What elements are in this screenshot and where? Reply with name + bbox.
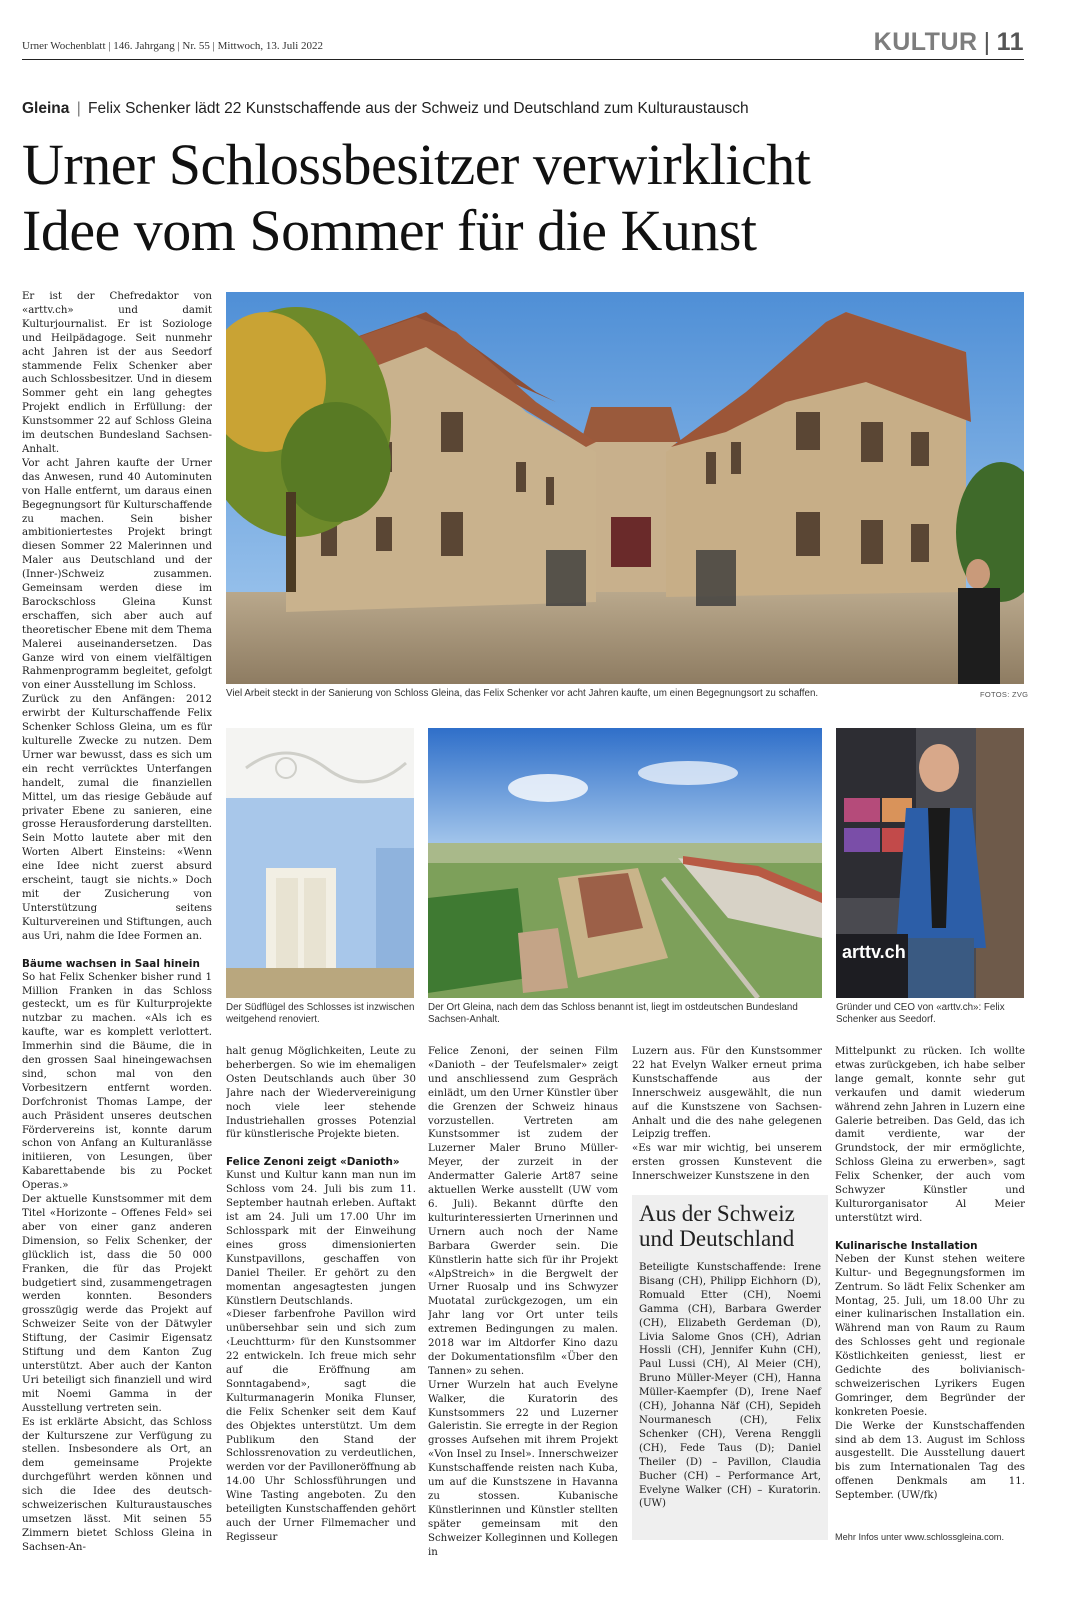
kicker-separator: | [72,100,86,117]
issue-meta: Urner Wochenblatt | 146. Jahrgang | Nr. 55 | Mittwoch, 13. Juli 2022 [22,40,324,52]
aerial-photo-caption: Der Ort Gleina, nach dem das Schloss benannt ist, liegt im ostdeutschen Bundesland Sachsen-Anhalt. [428,1002,798,1025]
castle-courtyard-photo [226,292,1024,684]
headline-line-1: Urner Schlossbesitzer verwirklicht [22,132,811,197]
more-info-link[interactable]: Mehr Infos unter www.schlossgleina.com. [835,1532,1005,1542]
aerial-view-photo [428,728,822,998]
portrait-photo [836,728,1024,998]
main-photo-caption: Viel Arbeit steckt in der Sanierung von Schloss Gleina, das Felix Schenker vor acht Jahren kaufte, um einen Begegnungsort zu schaffen. [226,688,819,699]
paragraph: Der aktuelle Kunstsommer mit dem Titel «Horizonte – Offenes Feld» sei aber von einer ganz anderen Dimension, so Felix Schenker, der glücklich ist, dass die 50 000 Franken, die für das Projekt budgetiert sind, zusammengetragen werden konnten. Besonders grosszügig werde das Projekt auf Schweizer Seite von der Dätwyler Stiftung, der Casimir Eigensatz Stiftung und dem Kanton Zug unterstützt. Aber auch der Kanton Uri beteiligt sich finanziell und wird mit Noemi Gamma in der Ausstellung vertreten sein. [22,1194,212,1414]
paragraph: Kunst und Kultur kann man nun im Schloss vom 24. Juli bis zum 11. September hautnah erleben. Auftakt ist am 24. Juli um 17.00 Uhr im Schlosspark mit der Einweihung eines gross dimensionierten Kunstpavillons, geschaffen von Daniel Theiler. Er gehört zu den momentan angesagtesten jungen Künstlern Deutschlands. [226,1170,416,1307]
photo-credit: FOTOS: ZVG [980,690,1029,699]
paragraph: Urner Wurzeln hat auch Evelyne Walker, die Kuratorin des Kunstsommers 22 und Luzerner Galeristin. Sie erregte in der Region grosses Aufsehen mit ihrem Projekt «Von Insel zu Insel». Innerschweizer Kunstschaffende reisten nach Kuba, um auf die Kunstszene in Havanna zu stossen. Kubanische Künstlerinnen und Künstler stellten später gemeinsam mit den Schweizer Kolleginnen und Kollegen in [428,1379,618,1558]
arttv-logo: arttv.ch [842,942,906,962]
masthead [22,28,1024,60]
paragraph: Luzern aus. Für den Kunstsommer 22 hat Evelyn Walker erneut prima Kunstschaffende aus der Innerschweiz ausgewählt, die nun auf die Kunstszene von Sachsen-Anhalt und die des nahe gelegenen Leipzig treffen. [632,1046,822,1141]
headline-line-2: Idee vom Sommer für die Kunst [22,198,757,263]
paragraph: «Es war mir wichtig, bei unserem ersten grossen Kunstevent die Innerschweizer Kunstszene in den [632,1143,822,1183]
portrait-photo-caption: Gründer und CEO von «arttv.ch»: Felix Schenker aus Seedorf. [836,1002,1005,1025]
subheading: Felice Zenoni zeigt «Danioth» [226,1156,400,1169]
kicker [22,100,1024,118]
infobox-text: Beteiligte Kunstschaffende: Irene Bisang (CH), Philipp Eichhorn (D), Romuald Etter (CH), Noemi Gamma (CH), Barbara Gwerder (CH), Elizabeth Gerdeman (D), Livia Salome Gnos (CH), Adrian Hossli (CH), Jennifer Kuhn (CH), Paul Lussi (CH), Al Meier (CH), Bruno Müller-Meyer (CH), Hanna Müller-Kaempfer (D), Irene Naef (CH), Johanna Näf (CH), Sepideh Nourmanesch (CH), Felix Schenker (CH), Verena Renggli (CH), Fede Taus (D); Daniel Theiler (D) – Pavillon, Claudia Bucher (CH) – Performance Art, Evelyne Walker (CH) – Kuratorin. (UW) [639,1262,821,1510]
subheading: Kulinarische Installation [835,1239,978,1252]
kicker-place: Gleina [22,100,70,117]
paragraph: So hat Felix Schenker bisher rund 1 Million Franken in das Schloss gesteckt, um es für Kulturprojekte nutzbar zu machen. «Als ich es kaufte, war es komplett verlottert. Immerhin sind die Bäume, die in den grossen Saal hineingewachsen sind, schon mal von den Vorbesitzern entfernt worden. Dorfchronist Thomas Lampe, der auch Präsident unseres deutschen Fördervereins ist, konnte darum schon von Anfang an Kulturanlässe initiieren, von Lesungen, über Kabarettabende bis zu Pocket Operas.» [22,971,212,1192]
paragraph: Es ist erklärte Absicht, das Schloss der Kulturszene zur Verfügung zu stellen. Insbesondere als Ort, an dem gemeinsame Projekte durchgeführt werden können und sich die Idee des deutsch-schweizerischen Kulturaustausches umsetzen lässt. Mit seinen 55 Zimmern bietet Schloss Gleina in Sachsen-An- [22,1416,212,1553]
section-header [874,28,1024,57]
renovated-room-photo [226,728,414,998]
section-name: KULTUR [873,28,978,56]
article-column-1 [22,290,212,1570]
paragraph: Vor acht Jahren kaufte der Urner das Anwesen, rund 40 Autominuten von Halle entfernt, um daraus einen Begegnungsort für Kulturschaffende zu machen. Sein bisher ambitioniertestes Projekt bringt diesen Sommer 22 Malerinnen und Maler aus Deutschland und der (Inner-)Schweiz zusammen. Gemeinsam werden diese im Barockschloss Gleina Kunst erschaffen, sich aber auch auf theoretischer Ebene mit dem Thema Malerei auseinandersetzen. Das Ganze wird von einem vielfältigen Rahmenprogramm begleitet, gefolgt von einer Ausstellung im Schloss. [22,457,212,692]
paragraph: Die Werke der Kunstschaffenden sind ab dem 13. August im Schloss ausgestellt. Die Ausstellung dauert bis zum Internationalen Tag des offenen Denkmals am 11. September. (UW/fk) [835,1420,1025,1502]
kicker-text: Felix Schenker lädt 22 Kunstschaffende aus der Schweiz und Deutschland zum Kulturaustausch [88,100,749,117]
infobox-title: Aus der Schweiz und Deutschland [639,1201,795,1251]
paragraph: Neben der Kunst stehen weitere Kultur- und Begegnungsformen im Zentrum. So lädt Felix Schenker am Montag, 25. Juli, um 18.00 Uhr zu einer kulinarischen Installation ein. Während man von Raum zu Raum des Schlosses geht und regionale Köstlichkeiten geniesst, liest er Gedichte des bolivianisch-schweizerischen Lyrikers Eugen Gomringer, dem Begründer der konkreten Poesie. [835,1253,1025,1418]
room-photo-caption: Der Südflügel des Schlosses ist inzwischen weitgehend renoviert. [226,1002,415,1025]
paragraph: Mittelpunkt zu rücken. Ich wollte etwas zurückgeben, ich habe selber lange gemalt, konnte sehr gut verkaufen und damit wiederum während zehn Jahren in Luzern eine Galerie betreiben. Das Geld, das ich damit verdiente, war der Grundstock, der mir ermöglichte, Schloss Gleina zu erwerben», sagt Felix Schenker, der auch vom Schwyzer Künstler und Kulturorganisator Al Meier unterstützt wird. [835,1046,1025,1224]
section-separator: | [983,28,991,56]
article-column-5 [835,1045,1025,1525]
paragraph: Zurück zu den Anfängen: 2012 erwirbt der Kulturschaffende Felix Schenker Schloss Gleina, um es für kulturelle Zwecke zu nutzen. Dem Urner war bewusst, dass es sich um ein recht verrücktes Unterfangen handelt, zumal die finanziellen Mittel, um das riesige Gebäude auf privater Ebene zu sanieren, eine grosse Herausforderung darstellten. Sein Motto lautete aber mit den Worten Albert Einsteins: «Wenn eine Idee nicht zuerst absurd erscheint, taugt sie nichts.» Doch mit der Zusicherung von Unterstützung seitens Kulturvereinen und Stiftungen, auch aus Uri, nahm die Idee Formen an. [22,694,212,942]
paragraph: Er ist der Chefredaktor von «arttv.ch» und damit Kulturjournalist. Er ist Soziologe und Heilpädagoge. Seit nunmehr acht Jahren ist der aus Seedorf stammende Felix Schenker aber auch Schlossbesitzer. Und in diesem Sommer geht ein lang gehegtes Projekt endlich in Erfüllung: der Kunstsommer 22 auf Schloss Gleina im deutschen Bundesland Sachsen-Anhalt. [22,291,212,455]
article-column-3 [428,1045,618,1570]
participants-infobox [632,1195,828,1540]
page-number: 11 [996,28,1024,56]
paragraph: «Dieser farbenfrohe Pavillon wird unübersehbar sein und sich zum ‹Leuchtturm› für den Kunstsommer 22 entwickeln. Ich freue mich sehr auf die Eröffnung am Sonntagabend», sagt die Kulturmanagerin Monika Flunser, die Felix Schenker seit dem Kauf des Objektes unterstützt. Um dem Publikum den Stand der Schlossrenovation zu verdeutlichen, werden vor der Pavilloneröffnung ab 14.00 Uhr Schlossführungen und Wine Tasting angeboten. Zu den beteiligten Kunstschaffenden gehört auch der Urner Filmemacher und Regisseur [226,1309,416,1543]
paragraph: halt genug Möglichkeiten, Leute zu beherbergen. So wie im ehemaligen Osten Deutschlands auch über 30 Jahre nach der Wiedervereinigung noch viele leer stehende Industriehallen grosses Potenzial für künstlerische Projekte bieten. [226,1046,416,1141]
headline [22,132,1032,264]
article-column-2 [226,1045,416,1570]
article-column-4 [632,1045,822,1190]
paragraph: Felice Zenoni, der seinen Film «Danioth – der Teufelsmaler» zeigt und anschliessend zum Gespräch einlädt, um den Urner Künstler über die Grenzen der Schweiz hinaus vorzustellen. Vertreten am Kunstsommer ist zudem der Luzerner Maler Bruno Müller-Meyer, der zurzeit in der Andermatter Galerie Art87 seine aktuellen Werke ausstellt (UW vom 6. Juli). Bekannt dürfte den kulturinteressierten Urnerinnen und Urnern auch noch der Name Barbara Gwerder sein. Die Künstlerin hatte sich für ihr Projekt «AlpStreich» in die Bergwelt der Urner Ruosalp und ins Schwyzer Muotatal zurückgezogen, um ein Jahr lang vor Ort unter teils extremen Bedingungen zu malen. 2018 war im Altdorfer Kino dazu der Dokumentationsfilm «Über den Tannen» zu sehen. [428,1046,618,1377]
subheading: Bäume wachsen in Saal hinein [22,957,200,970]
